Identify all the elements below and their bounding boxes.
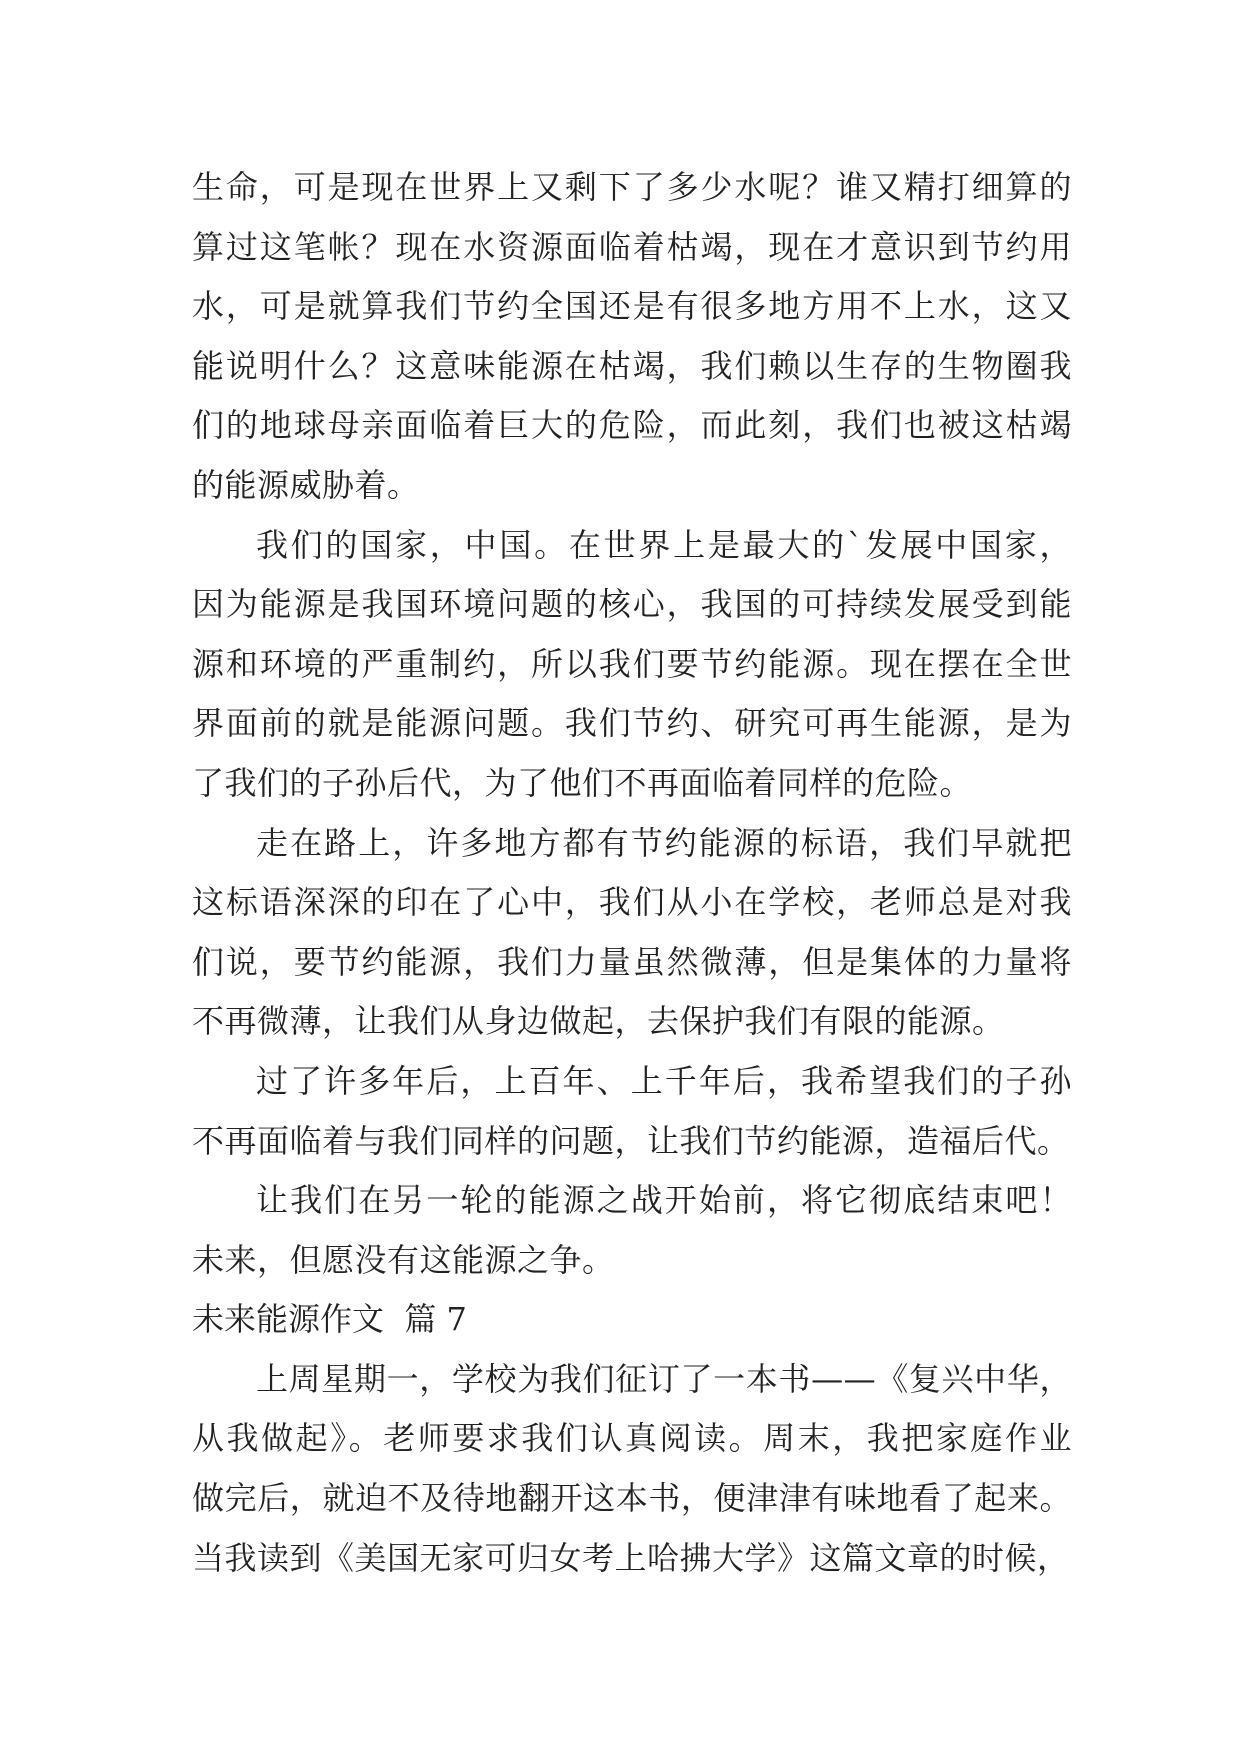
text-line: 从我做起》。老师要求我们认真阅读。周末，我把家庭作业 [192,1419,1072,1458]
document-body [192,158,1072,1588]
text-line: 水，可是就算我们节约全国还是有很多地方用不上水，这又 [192,287,1072,326]
text-line: 们的地球母亲面临着巨大的危险，而此刻，我们也被这枯竭 [192,406,1072,445]
text-line: 不再微薄，让我们从身边做起，去保护我们有限的能源。 [192,1002,1005,1041]
paragraph [192,1052,1072,1171]
text-line: 这标语深深的印在了心中，我们从小在学校，老师总是对我 [192,883,1072,922]
text-line: 未来，但愿没有这能源之争。 [192,1240,615,1279]
text-line: 源和环境的严重制约，所以我们要节约能源。现在摆在全世 [192,644,1072,683]
text-line: 了我们的子孙后代，为了他们不再面临着同样的危险。 [192,763,973,802]
text-line: 我们的国家，中国。在世界上是最大的`发展中国家， [256,525,1072,564]
text-line: 们说，要节约能源，我们力量虽然微薄，但是集体的力量将 [192,942,1072,981]
text-line: 不再面临着与我们同样的问题，让我们节约能源，造福后代。 [192,1121,1070,1160]
text-line: 的能源威胁着。 [192,465,420,504]
text-line: 让我们在另一轮的能源之战开始前，将它彻底结束吧！ [256,1181,1072,1220]
text-line: 界面前的就是能源问题。我们节约、研究可再生能源，是为 [192,704,1072,743]
text-line: 做完后，就迫不及待地翻开这本书，便津津有味地看了起来。 [192,1479,1072,1518]
paragraph [192,1171,1072,1290]
text-line: 能说明什么？这意味能源在枯竭，我们赖以生存的生物圈我 [192,346,1072,385]
text-line: 走在路上，许多地方都有节约能源的标语，我们早就把 [256,823,1072,862]
text-line: 生命，可是现在世界上又剩下了多少水呢？谁又精打细算的 [192,168,1072,206]
text-line: 上周星期一，学校为我们征订了一本书——《复兴中华， [256,1359,1072,1398]
paragraph [192,516,1072,814]
text-line: 因为能源是我国环境问题的核心，我国的可持续发展受到能 [192,585,1072,624]
paragraph [192,158,1072,516]
paragraph [192,1350,1072,1588]
text-line: 算过这笔帐？现在水资源面临着枯竭，现在才意识到节约用 [192,227,1072,266]
section-heading: 未来能源作文 篇 7 [192,1300,467,1339]
text-line: 过了许多年后，上百年、上千年后，我希望我们的子孙 [256,1061,1072,1100]
paragraph [192,814,1072,1052]
text-line: 当我读到《美国无家可归女考上哈拂大学》这篇文章的时候， [192,1538,1070,1577]
